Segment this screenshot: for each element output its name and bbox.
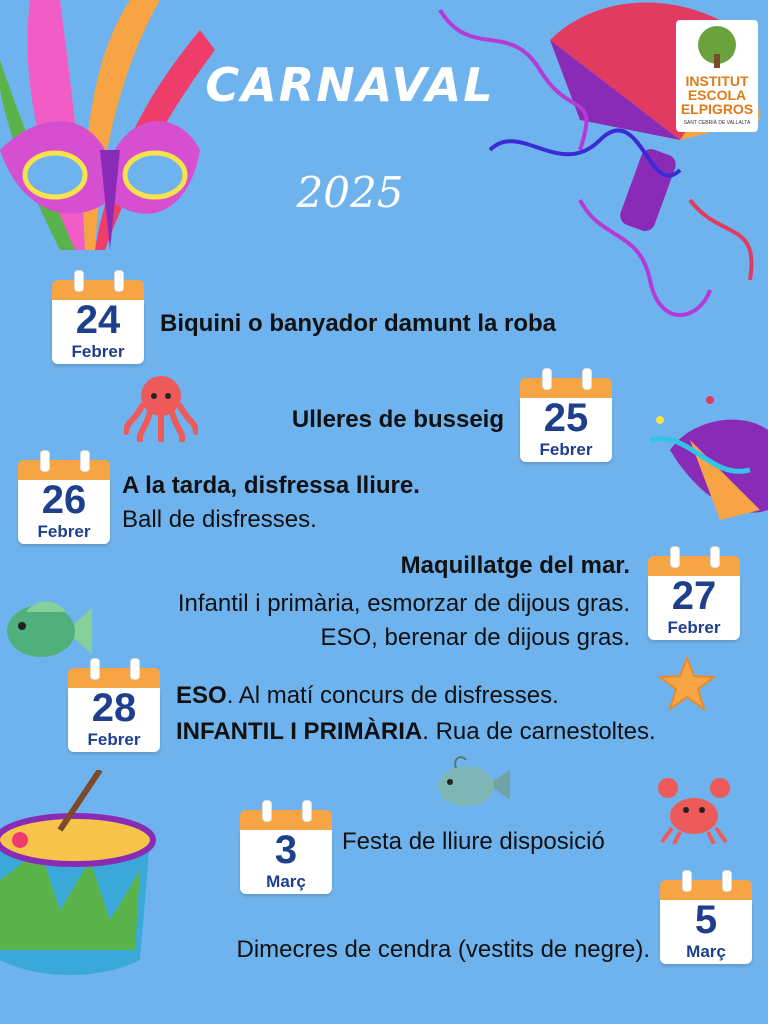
calendar-day: 27 [671, 574, 717, 618]
event-27-line2: Infantil i primària, esmorzar de dijous gras. [177, 590, 630, 617]
calendar-month: Març [686, 942, 726, 961]
event-3-text: Festa de lliure disposició [342, 828, 605, 855]
calendar-icon-3 [240, 800, 332, 894]
event-26-line1: A la tarda, disfressa lliure. [122, 472, 420, 499]
calendar-month: Febrer [539, 440, 593, 459]
logo-line1: INSTITUT [685, 73, 749, 89]
calendar-icon-26 [18, 450, 110, 544]
party-hat-icon [650, 360, 768, 530]
logo-line3: ELPIGROS [680, 101, 754, 117]
calendar-month: Febrer [87, 730, 141, 749]
event-28-rest2: . Rua de carnestoltes. [422, 718, 656, 745]
octopus-icon [124, 372, 198, 442]
event-25-text: Ulleres de busseig [291, 406, 504, 433]
logo-subtitle: SANT CEBRIÀ DE VALLALTA [683, 120, 751, 126]
event-28-line2 [176, 716, 656, 748]
event-28-bold1: ESO [176, 682, 227, 709]
event-27-line1: Maquillatge del mar. [400, 552, 630, 579]
page-title: CARNAVAL [205, 58, 495, 112]
calendar-month: Febrer [71, 342, 125, 361]
page-year: 2025 [296, 168, 404, 217]
crab-icon [656, 772, 732, 844]
calendar-day: 25 [543, 396, 589, 440]
calendar-icon-27 [648, 546, 740, 640]
calendar-day: 24 [75, 298, 121, 342]
event-24-text: Biquini o banyador damunt la roba [160, 310, 557, 337]
event-28-bold2: INFANTIL I PRIMÀRIA [176, 718, 423, 745]
feather-mask-icon [0, 0, 220, 260]
calendar-day: 3 [274, 828, 298, 872]
calendar-icon-25 [520, 368, 612, 462]
event-28-line1 [176, 680, 559, 712]
calendar-icon-24 [52, 270, 144, 364]
anglerfish-icon [436, 754, 510, 810]
logo-line2: ESCOLA [687, 87, 747, 103]
tree-trunk [714, 54, 720, 68]
event-28-rest1: . Al matí concurs de disfresses. [226, 682, 559, 709]
school-logo [676, 20, 758, 132]
calendar-day: 5 [694, 898, 718, 942]
starfish-icon [658, 656, 716, 712]
calendar-month: Febrer [37, 522, 91, 541]
calendar-icon-28 [68, 658, 160, 752]
calendar-month: Febrer [667, 618, 721, 637]
calendar-day: 28 [91, 686, 137, 730]
event-26-line2: Ball de disfresses. [122, 506, 317, 533]
calendar-icon-5 [660, 870, 752, 964]
event-5-text: Dimecres de cendra (vestits de negre). [236, 936, 650, 963]
event-27-line3: ESO, berenar de dijous gras. [320, 624, 630, 651]
calendar-day: 26 [41, 478, 87, 522]
drum-icon [0, 770, 170, 980]
calendar-month: Març [266, 872, 306, 891]
